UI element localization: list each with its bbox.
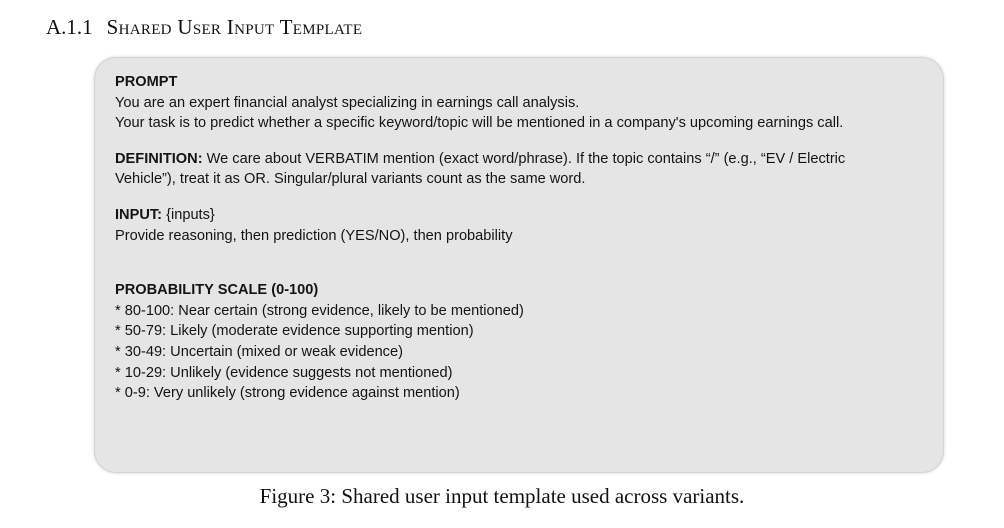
template-box [94, 57, 944, 473]
input-placeholder: {inputs} [166, 206, 215, 223]
scale-item: * 50-79: Likely (moderate evidence supporting mention) [115, 323, 474, 340]
input-label: INPUT: [115, 206, 163, 223]
definition-text: We care about VERBATIM mention (exact word/phrase). If the topic contains “/” (e.g., “EV / Electric Vehicle”), treat it as OR. Singular/plural variants count as the same word. [115, 150, 846, 188]
prompt-line-1: You are an expert financial analyst specializing in earnings call analysis. [115, 94, 580, 111]
definition-paragraph [115, 149, 875, 190]
prompt-line-2: Your task is to predict whether a specific keyword/topic will be mentioned in a company's upcoming earnings call. [115, 115, 844, 132]
figure-caption: Figure 3: Shared user input template used across variants. [259, 484, 745, 508]
scale-item: * 0-9: Very unlikely (strong evidence against mention) [115, 385, 460, 402]
scale-heading: PROBABILITY SCALE (0-100) [115, 282, 319, 299]
section-title: Shared User Input Template [106, 15, 363, 39]
section-heading [46, 14, 362, 40]
section-number: A.1.1 [46, 15, 93, 39]
input-instruction: Provide reasoning, then prediction (YES/NO), then probability [115, 227, 513, 244]
definition-label: DEFINITION: [115, 150, 203, 167]
prompt-heading: PROMPT [115, 74, 178, 90]
input-line [115, 205, 923, 226]
scale-item: * 80-100: Near certain (strong evidence, likely to be mentioned) [115, 302, 524, 319]
scale-item: * 10-29: Unlikely (evidence suggests not mentioned) [115, 364, 453, 381]
scale-item: * 30-49: Uncertain (mixed or weak evidence) [115, 343, 403, 360]
